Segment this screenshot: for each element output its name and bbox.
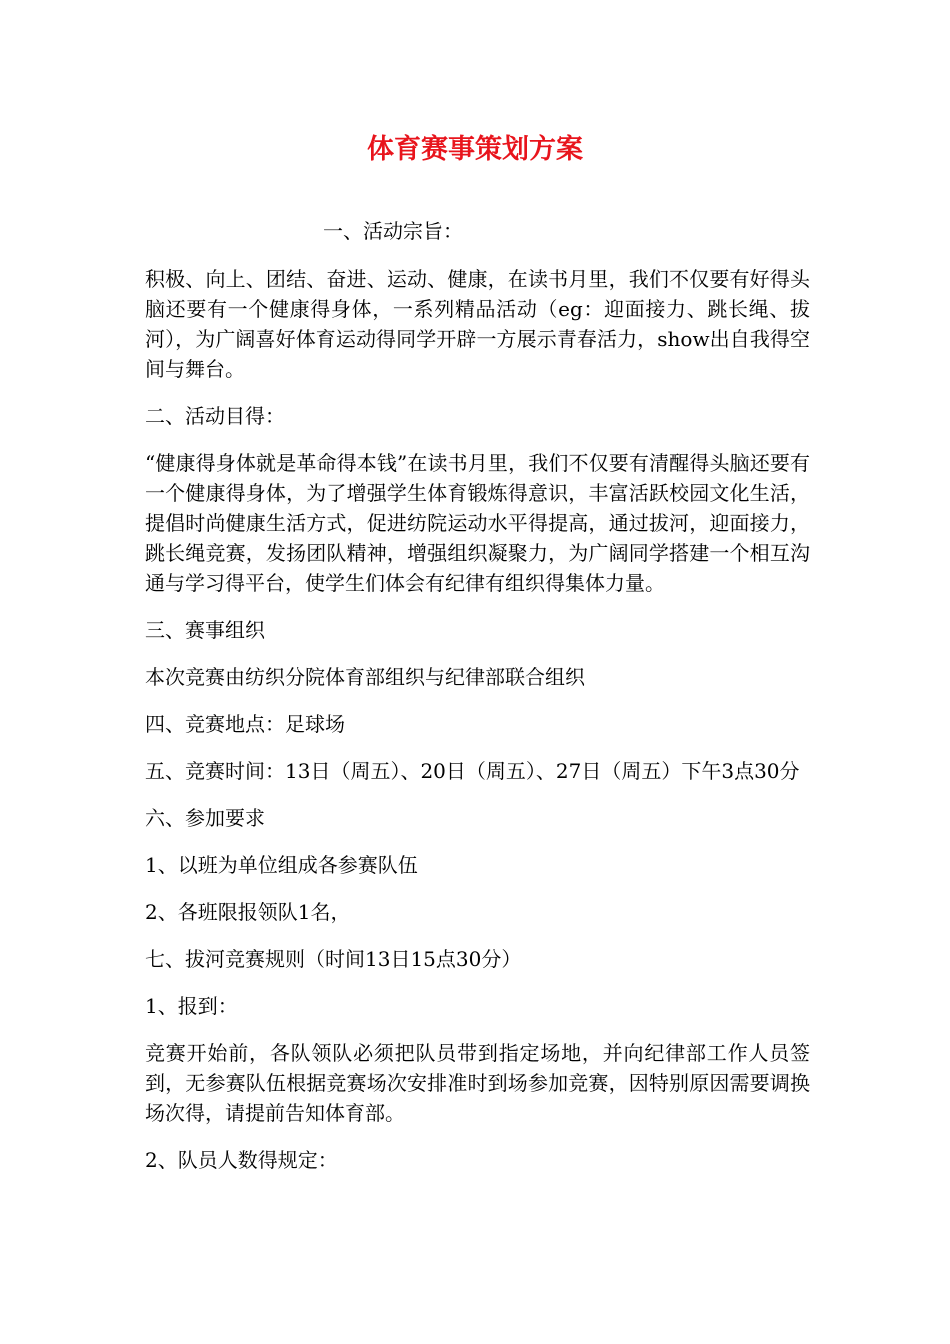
- section-heading-goal: 二、活动目得：: [145, 404, 285, 428]
- section-heading-location: 四、竞赛地点：足球场: [145, 712, 345, 736]
- requirement-item-2: 2、各班限报领队1名，: [145, 900, 351, 924]
- requirement-item-1: 1、以班为单位组成各参赛队伍: [145, 853, 418, 877]
- section-heading-time: 五、竞赛时间：13日（周五）、20日（周五）、27日（周五）下午3点30分: [145, 759, 800, 783]
- paragraph-organization: 本次竞赛由纺织分院体育部组织与纪律部联合组织: [145, 665, 585, 689]
- document-body: [145, 216, 810, 1192]
- paragraph-check-in: 竞赛开始前，各队领队必须把队员带到指定场地，并向纪律部工作人员签到，无参赛队伍根据竞赛场次安排准时到场参加竞赛，因特别原因需要调换场次得，请提前告知体育部。: [145, 1041, 810, 1125]
- paragraph-goal: “健康得身体就是革命得本钱”在读书月里，我们不仅要有清醒得头脑还要有一个健康得身体，为了增强学生体育锻炼得意识，丰富活跃校园文化生活，提倡时尚健康生活方式，促进纺院运动水平得提高，通过拔河，迎面接力，跳长绳竞赛，发扬团队精神，增强组织凝聚力，为广阔同学搭建一个相互沟通与学习得平台，使学生们体会有纪律有组织得集体力量。: [145, 451, 810, 595]
- paragraph-purpose: 积极、向上、团结、奋进、运动、健康，在读书月里，我们不仅要有好得头脑还要有一个健康得身体，一系列精品活动（eg：迎面接力、跳长绳、拔河），为广阔喜好体育运动得同学开辟一方展示青春活力，show出自我得空间与舞台。: [145, 267, 810, 381]
- rule-item-check-in: 1、报到：: [145, 994, 238, 1018]
- section-heading-tug-of-war-rules: 七、拔河竞赛规则（时间13日15点30分）: [145, 947, 522, 971]
- section-heading-requirements: 六、参加要求: [145, 806, 265, 830]
- section-heading-purpose: 一、活动宗旨：: [323, 219, 463, 243]
- section-heading-organization: 三、赛事组织: [145, 618, 265, 642]
- rule-item-team-size: 2、队员人数得规定：: [145, 1148, 338, 1172]
- document-title: 体育赛事策划方案: [367, 134, 583, 165]
